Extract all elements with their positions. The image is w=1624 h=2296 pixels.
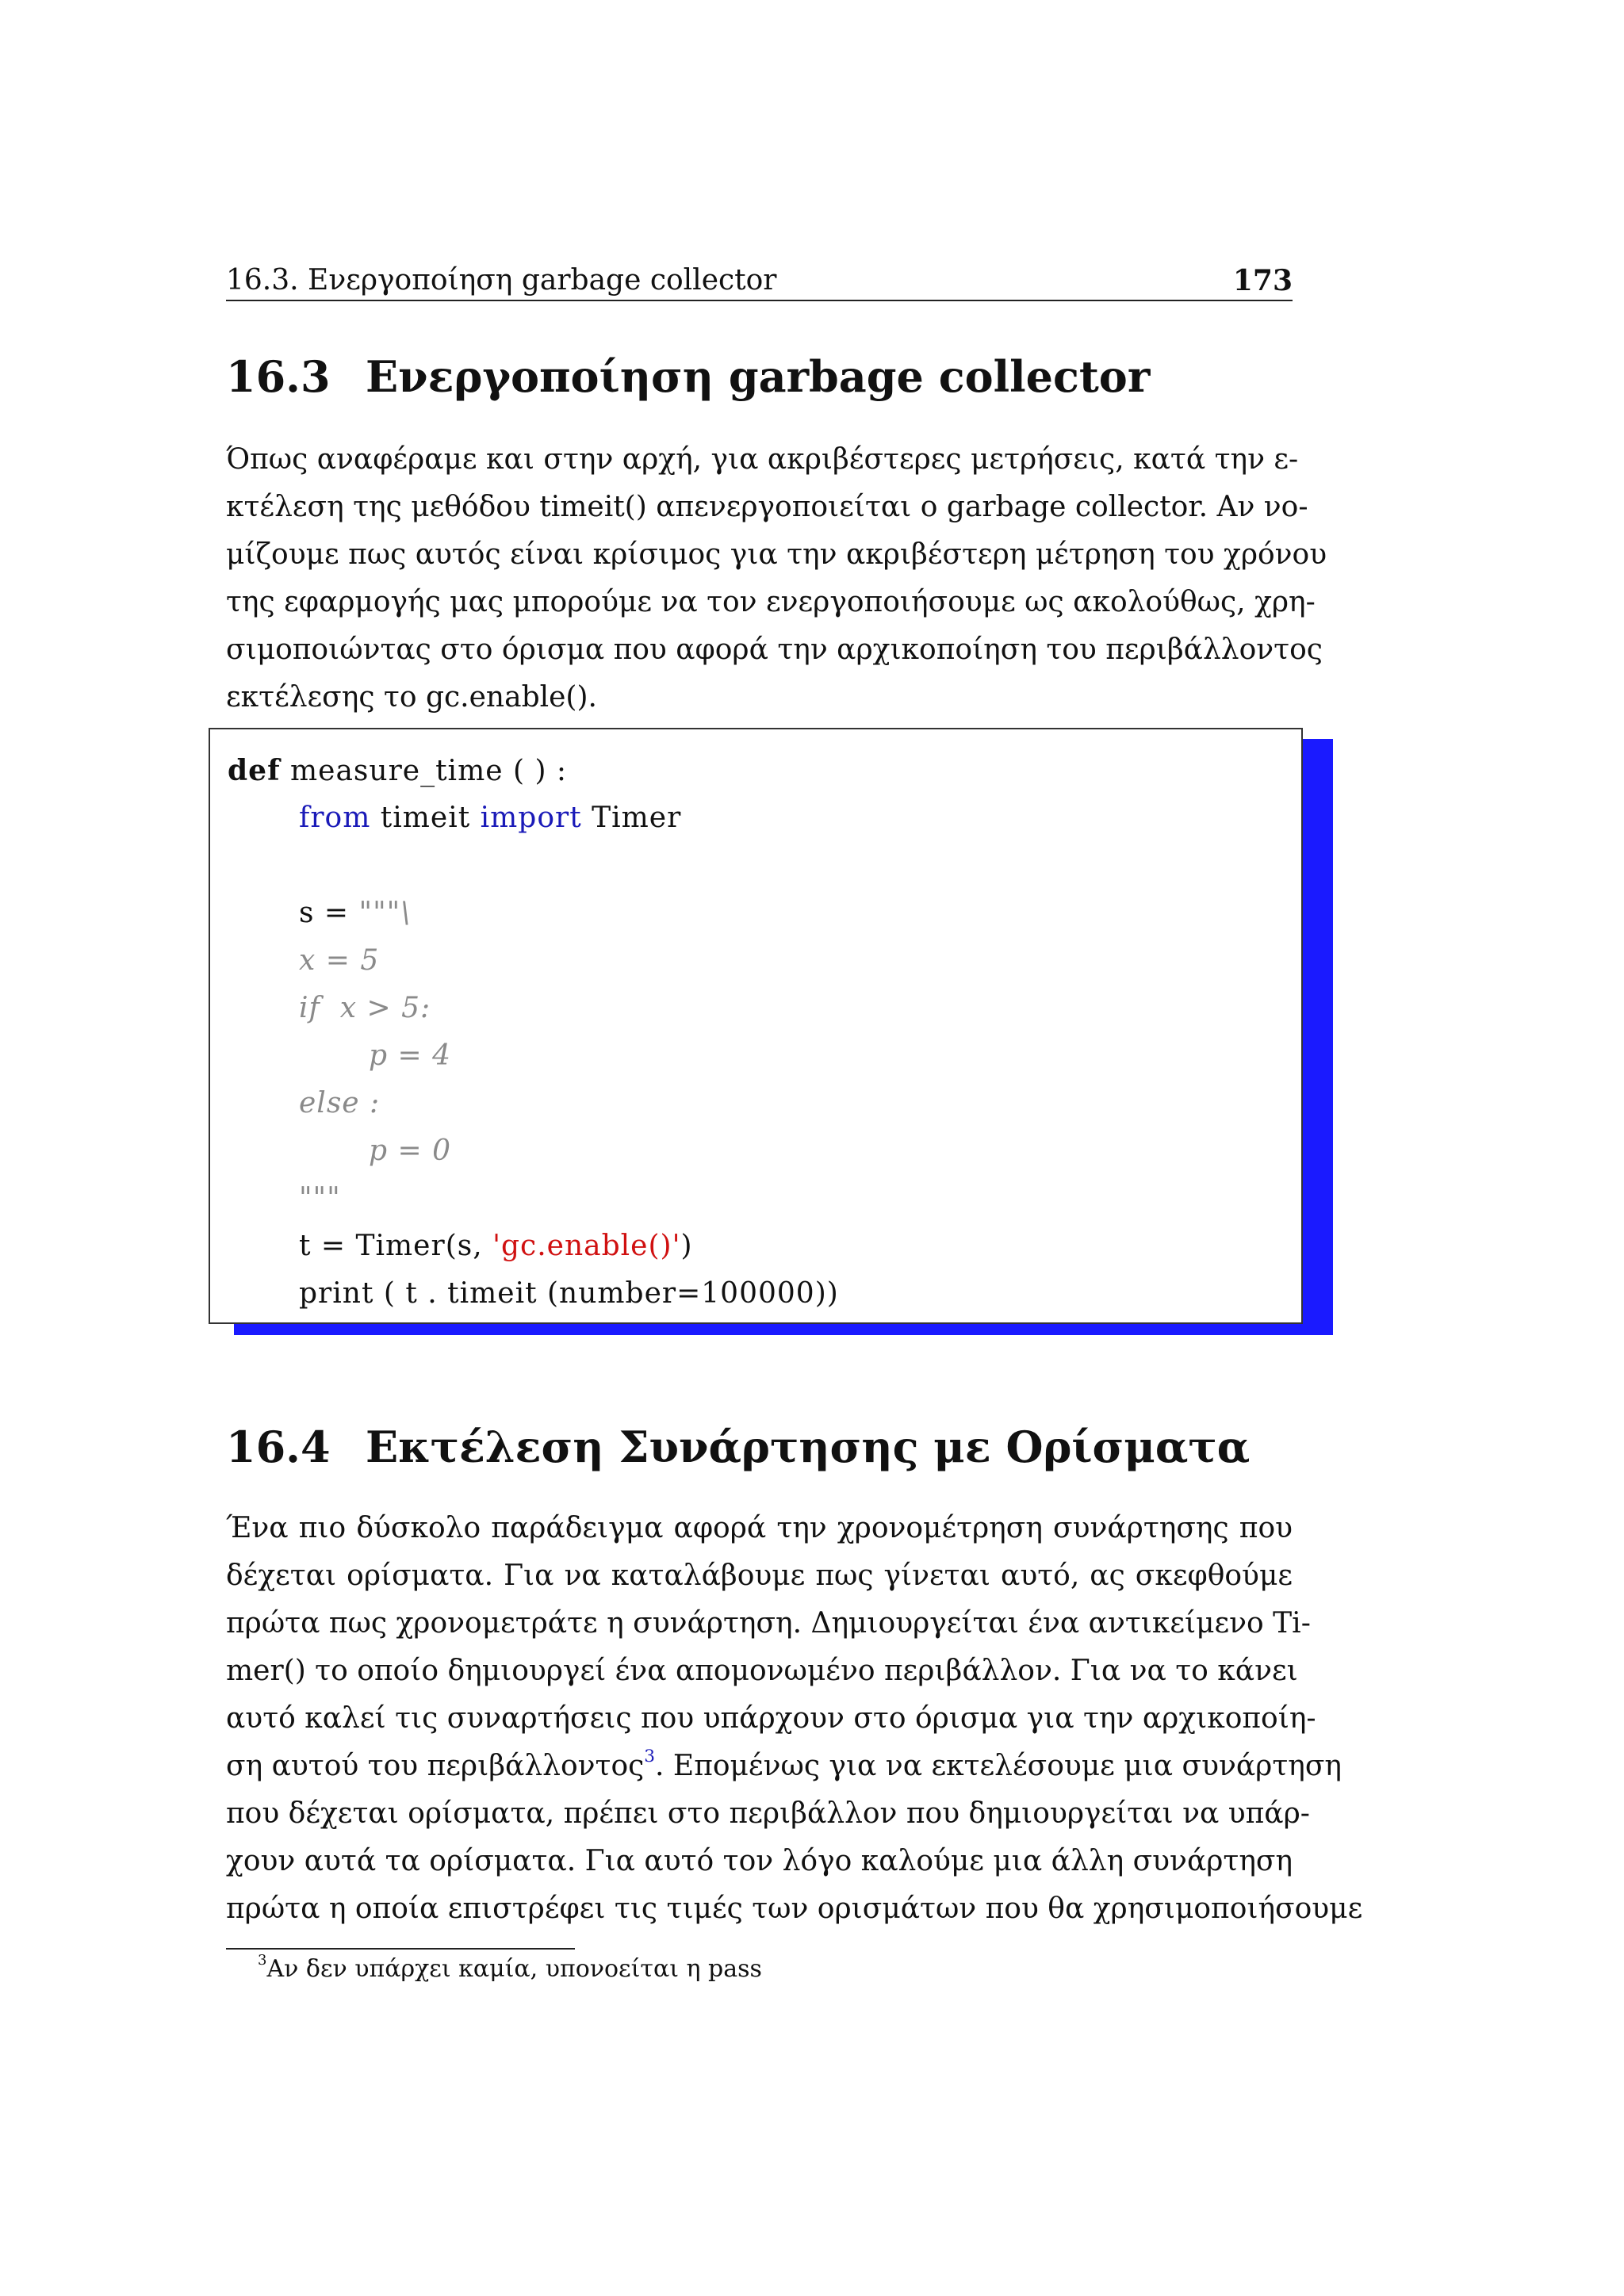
paragraph-line: πρώτα η οποία επιστρέφει τις τιμές των ορισμάτων που θα χρησιμοποιήσουμε [226,1892,1363,1925]
code-line-8: else : [299,1087,381,1119]
paragraph-line: ση αυτού του περιβάλλοντος$^3$. Επομένως για να εκτελέσουμε μια συνάρτηση [226,1746,1342,1782]
code-listing [209,728,1303,1324]
paragraph-line: αυτό καλεί τις συναρτήσεις που υπάρχουν στο όρισμα για την αρχικοποίη- [226,1702,1316,1735]
footnote-text: Αν δεν υπάρχει καμία, υπονοείται η pass [266,1955,762,1983]
section-title: Ενεργοποίηση garbage collector [366,351,1151,402]
code-line-6: if x > 5: [299,992,431,1024]
running-header [226,262,1293,301]
code-line-4: s = """\ [299,897,412,929]
code-line-5: x = 5 [299,944,380,977]
footnote [258,1952,762,1987]
code-line-11: t = Timer(s, 'gc.enable()') [299,1230,693,1262]
paragraph-line: χουν αυτά τα ορίσματα. Για αυτό τον λόγο καλούμε μια άλλη συνάρτηση [226,1845,1293,1877]
paragraph-line: Ένα πιο δύσκολο παράδειγμα αφορά την χρονομέτρηση συνάρτησης που [226,1512,1293,1544]
paragraph-line: της εφαρμογής μας μπορούμε να τον ενεργοποιήσουμε ως ακολούθως, χρη- [226,586,1316,618]
section-heading-16-3 [226,349,1150,404]
paragraph-line: κτέλεση της μεθόδου timeit() απενεργοποιείται ο garbage collector. Αν νο- [226,491,1308,523]
paragraph-line: mer() το οποίο δημιουργεί ένα απομονωμένο περιβάλλον. Για να το κάνει [226,1655,1298,1687]
section-16-4-paragraph [226,1505,1363,1933]
running-header-title: 16.3. Ενεργοποίηση garbage collector [226,264,777,297]
section-number: 16.4 [226,1422,331,1472]
code-line-1: def measure_time ( ) : [228,754,568,787]
paragraph-line: Όπως αναφέραμε και στην αρχή, για ακριβέστερες μετρήσεις, κατά την ε- [226,443,1299,476]
code-line-12: print ( t . timeit (number=100000)) [299,1277,839,1310]
code-line-7: p = 4 [369,1039,451,1072]
paragraph-line: που δέχεται ορίσματα, πρέπει στο περιβάλλον που δημιουργείται να υπάρ- [226,1797,1310,1830]
code-line-9: p = 0 [369,1135,451,1167]
code-line-2: from timeit import Timer [299,802,682,834]
footnote-reference[interactable]: 3 [644,1746,656,1766]
paragraph-line: εκτέλεσης το gc.enable(). [226,681,597,714]
code-line-10: """ [299,1182,341,1215]
footnote-mark: 3 [258,1952,267,1969]
paragraph-line: σιμοποιώντας στο όρισμα που αφορά την αρχικοποίηση του περιβάλλοντος [226,633,1323,666]
footnote-divider [226,1948,575,1950]
page-number: 173 [1232,264,1293,297]
section-number: 16.3 [226,351,331,402]
paragraph-line: πρώτα πως χρονομετράτε η συνάρτηση. Δημιουργείται ένα αντικείμενο Ti- [226,1607,1311,1640]
section-title: Εκτέλεση Συνάρτησης με Ορίσματα [366,1422,1251,1472]
section-heading-16-4 [226,1419,1250,1475]
section-16-3-paragraph [226,436,1327,721]
paragraph-line: μίζουμε πως αυτός είναι κρίσιμος για την ακριβέστερη μέτρηση του χρόνου [226,538,1327,571]
paragraph-line: δέχεται ορίσματα. Για να καταλάβουμε πως γίνεται αυτό, ας σκεφθούμε [226,1559,1293,1592]
